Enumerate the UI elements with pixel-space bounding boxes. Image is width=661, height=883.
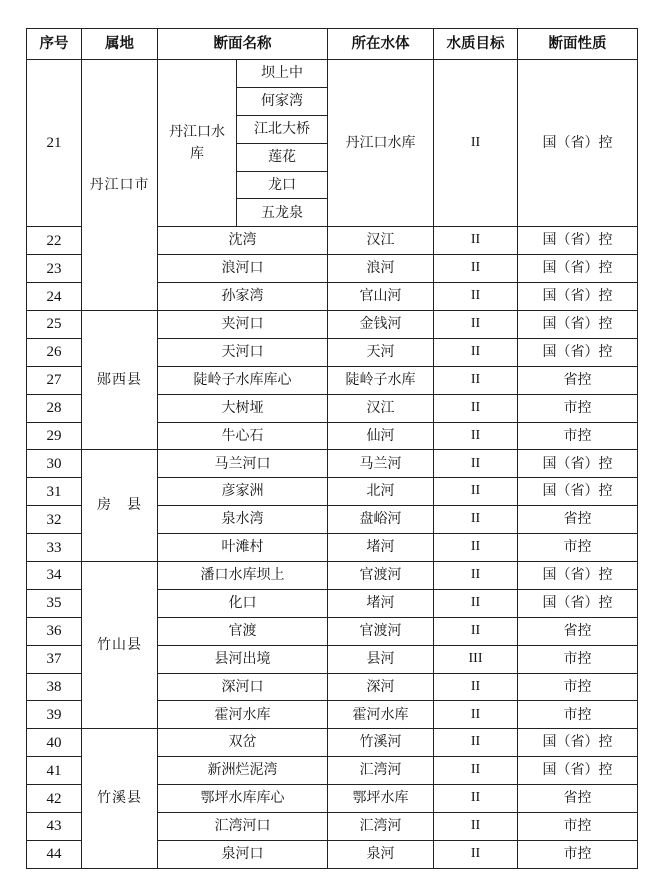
water-body-cell: 汉江 xyxy=(328,227,434,255)
section-name-cell: 化口 xyxy=(158,589,328,617)
seq-cell: 29 xyxy=(27,422,82,450)
section-name-cell: 官渡 xyxy=(158,617,328,645)
parent-section-cell xyxy=(158,60,237,227)
quality-target-cell: II xyxy=(434,729,518,757)
water-body-cell: 官山河 xyxy=(328,283,434,311)
section-name-cell: 沈湾 xyxy=(158,227,328,255)
quality-target-cell: II xyxy=(434,227,518,255)
region-cell-zhushan: 竹山县 xyxy=(82,562,158,729)
water-body-cell: 汇湾河 xyxy=(328,813,434,841)
seq-cell: 21 xyxy=(27,60,82,227)
quality-target-cell: II xyxy=(434,394,518,422)
section-name-cell: 孙家湾 xyxy=(158,283,328,311)
quality-target-cell: II xyxy=(434,534,518,562)
water-body-cell: 竹溪河 xyxy=(328,729,434,757)
section-name-cell: 牛心石 xyxy=(158,422,328,450)
section-type-cell: 省控 xyxy=(518,785,638,813)
water-body-cell: 霍河水库 xyxy=(328,701,434,729)
water-body-cell: 堵河 xyxy=(328,589,434,617)
section-type-cell: 市控 xyxy=(518,422,638,450)
water-body-cell: 丹江口水库 xyxy=(328,60,434,227)
region-cell-zhuxi: 竹溪县 xyxy=(82,729,158,868)
section-type-cell: 国（省）控 xyxy=(518,562,638,590)
seq-cell: 37 xyxy=(27,645,82,673)
region-cell-danjiangkou xyxy=(82,60,158,311)
section-type-cell: 市控 xyxy=(518,645,638,673)
section-type-cell: 国（省）控 xyxy=(518,311,638,339)
section-type-cell: 省控 xyxy=(518,366,638,394)
seq-cell: 41 xyxy=(27,757,82,785)
quality-target-cell: II xyxy=(434,422,518,450)
section-type-cell: 市控 xyxy=(518,673,638,701)
sub-section-cell: 坝上中 xyxy=(237,60,328,88)
section-name-cell: 陡岭子水库库心 xyxy=(158,366,328,394)
table-row xyxy=(27,562,638,590)
sub-section-cell: 江北大桥 xyxy=(237,115,328,143)
section-type-cell: 市控 xyxy=(518,394,638,422)
section-type-cell: 市控 xyxy=(518,701,638,729)
seq-cell: 31 xyxy=(27,478,82,506)
section-name-cell: 县河出境 xyxy=(158,645,328,673)
seq-cell: 28 xyxy=(27,394,82,422)
water-body-cell: 官渡河 xyxy=(328,562,434,590)
header-region: 属地 xyxy=(82,29,158,60)
quality-target-cell: II xyxy=(434,785,518,813)
quality-target-cell: II xyxy=(434,283,518,311)
quality-target-cell: II xyxy=(434,506,518,534)
section-type-cell: 市控 xyxy=(518,534,638,562)
seq-cell: 22 xyxy=(27,227,82,255)
seq-cell: 36 xyxy=(27,617,82,645)
header-section-name: 断面名称 xyxy=(158,29,328,60)
header-row xyxy=(27,29,638,60)
table-row xyxy=(27,311,638,339)
sub-section-cell: 何家湾 xyxy=(237,87,328,115)
seq-cell: 40 xyxy=(27,729,82,757)
seq-cell: 33 xyxy=(27,534,82,562)
section-name-cell: 夹河口 xyxy=(158,311,328,339)
header-section-type: 断面性质 xyxy=(518,29,638,60)
section-type-cell: 国（省）控 xyxy=(518,729,638,757)
section-type-cell: 国（省）控 xyxy=(518,757,638,785)
quality-target-cell: II xyxy=(434,813,518,841)
monitoring-section-table-container xyxy=(26,28,638,869)
water-body-cell: 浪河 xyxy=(328,255,434,283)
section-type-cell: 国（省）控 xyxy=(518,338,638,366)
section-name-cell: 马兰河口 xyxy=(158,450,328,478)
section-name-cell: 大树垭 xyxy=(158,394,328,422)
water-body-cell: 堵河 xyxy=(328,534,434,562)
quality-target-cell: II xyxy=(434,562,518,590)
water-body-cell: 汉江 xyxy=(328,394,434,422)
quality-target-cell: II xyxy=(434,60,518,227)
table-row xyxy=(27,729,638,757)
section-type-cell: 国（省）控 xyxy=(518,60,638,227)
seq-cell: 38 xyxy=(27,673,82,701)
quality-target-cell: II xyxy=(434,450,518,478)
water-body-cell: 汇湾河 xyxy=(328,757,434,785)
water-body-cell: 金钱河 xyxy=(328,311,434,339)
section-name-cell: 彦家洲 xyxy=(158,478,328,506)
water-body-cell: 深河 xyxy=(328,673,434,701)
section-name-cell: 新洲烂泥湾 xyxy=(158,757,328,785)
section-type-cell: 国（省）控 xyxy=(518,478,638,506)
header-seq: 序号 xyxy=(27,29,82,60)
sub-section-cell: 五龙泉 xyxy=(237,199,328,227)
seq-cell: 39 xyxy=(27,701,82,729)
quality-target-cell: II xyxy=(434,478,518,506)
seq-cell: 23 xyxy=(27,255,82,283)
section-name-cell: 天河口 xyxy=(158,338,328,366)
seq-cell: 24 xyxy=(27,283,82,311)
water-body-cell: 北河 xyxy=(328,478,434,506)
region-label: 丹江口市 xyxy=(89,176,150,193)
quality-target-cell: III xyxy=(434,645,518,673)
section-type-cell: 国（省）控 xyxy=(518,255,638,283)
section-type-cell: 省控 xyxy=(518,506,638,534)
sub-section-cell: 龙口 xyxy=(237,171,328,199)
quality-target-cell: II xyxy=(434,589,518,617)
section-type-cell: 国（省）控 xyxy=(518,450,638,478)
header-quality-target: 水质目标 xyxy=(434,29,518,60)
section-name-cell: 泉河口 xyxy=(158,840,328,868)
table-row xyxy=(27,450,638,478)
seq-cell: 25 xyxy=(27,311,82,339)
section-name-cell: 鄂坪水库库心 xyxy=(158,785,328,813)
monitoring-section-table xyxy=(26,28,638,869)
water-body-cell: 陡岭子水库 xyxy=(328,366,434,394)
quality-target-cell: II xyxy=(434,311,518,339)
parent-section-label: 丹江口水库 xyxy=(169,123,225,163)
seq-cell: 32 xyxy=(27,506,82,534)
seq-cell: 44 xyxy=(27,840,82,868)
water-body-cell: 仙河 xyxy=(328,422,434,450)
section-name-cell: 霍河水库 xyxy=(158,701,328,729)
quality-target-cell: II xyxy=(434,673,518,701)
section-type-cell: 市控 xyxy=(518,813,638,841)
section-name-cell: 潘口水库坝上 xyxy=(158,562,328,590)
seq-cell: 42 xyxy=(27,785,82,813)
quality-target-cell: II xyxy=(434,338,518,366)
section-type-cell: 国（省）控 xyxy=(518,589,638,617)
water-body-cell: 县河 xyxy=(328,645,434,673)
sub-section-cell: 莲花 xyxy=(237,143,328,171)
section-name-cell: 浪河口 xyxy=(158,255,328,283)
section-type-cell: 国（省）控 xyxy=(518,227,638,255)
seq-cell: 43 xyxy=(27,813,82,841)
region-cell-fang: 房 县 xyxy=(82,450,158,562)
quality-target-cell: II xyxy=(434,255,518,283)
section-name-cell: 双岔 xyxy=(158,729,328,757)
quality-target-cell: II xyxy=(434,757,518,785)
section-type-cell: 国（省）控 xyxy=(518,283,638,311)
section-name-cell: 叶滩村 xyxy=(158,534,328,562)
section-name-cell: 深河口 xyxy=(158,673,328,701)
seq-cell: 34 xyxy=(27,562,82,590)
quality-target-cell: II xyxy=(434,366,518,394)
section-name-cell: 泉水湾 xyxy=(158,506,328,534)
quality-target-cell: II xyxy=(434,701,518,729)
water-body-cell: 泉河 xyxy=(328,840,434,868)
seq-cell: 35 xyxy=(27,589,82,617)
quality-target-cell: II xyxy=(434,840,518,868)
seq-cell: 30 xyxy=(27,450,82,478)
water-body-cell: 天河 xyxy=(328,338,434,366)
seq-cell: 26 xyxy=(27,338,82,366)
region-cell-yunxi: 郧西县 xyxy=(82,311,158,450)
table-row xyxy=(27,60,638,88)
quality-target-cell: II xyxy=(434,617,518,645)
water-body-cell: 官渡河 xyxy=(328,617,434,645)
water-body-cell: 鄂坪水库 xyxy=(328,785,434,813)
section-type-cell: 市控 xyxy=(518,840,638,868)
section-name-cell: 汇湾河口 xyxy=(158,813,328,841)
section-type-cell: 省控 xyxy=(518,617,638,645)
water-body-cell: 马兰河 xyxy=(328,450,434,478)
water-body-cell: 盘峪河 xyxy=(328,506,434,534)
header-water-body: 所在水体 xyxy=(328,29,434,60)
seq-cell: 27 xyxy=(27,366,82,394)
